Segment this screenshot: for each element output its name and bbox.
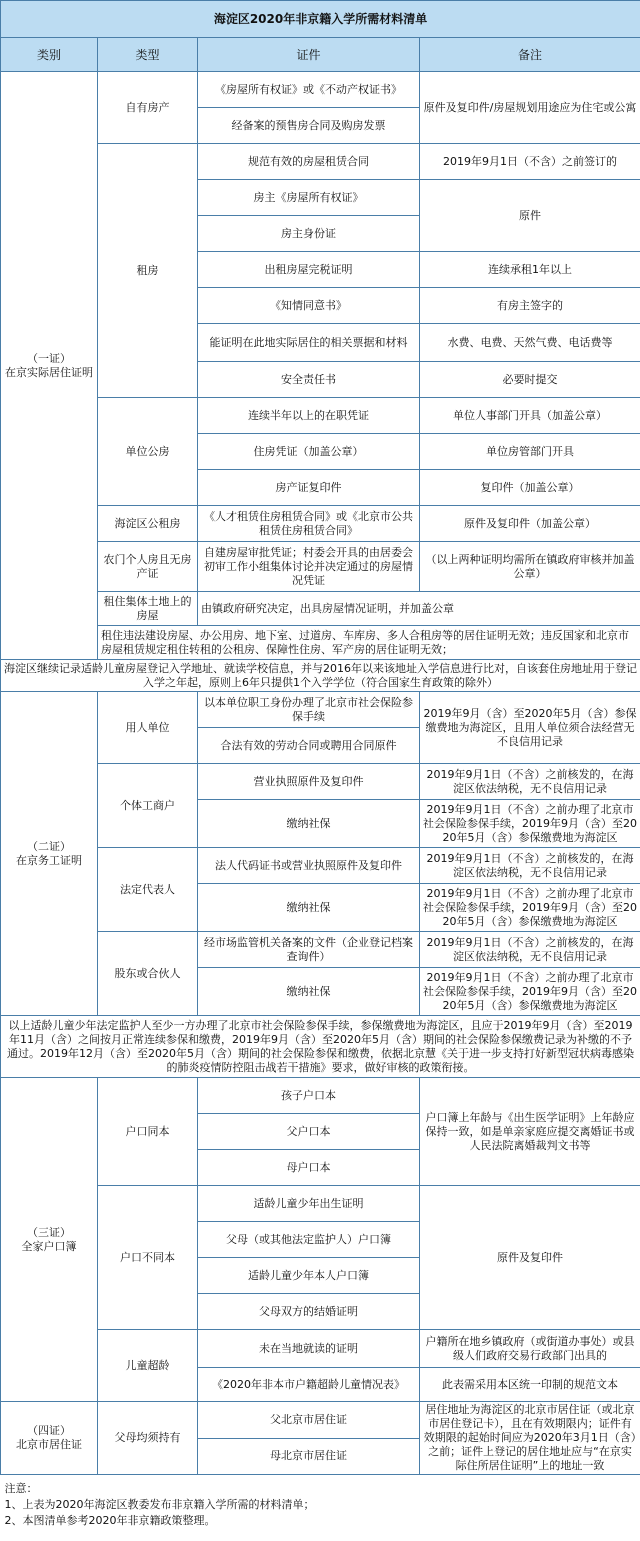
- remark-cell: 单位房管部门开具: [420, 434, 640, 470]
- document-cell: 经备案的预售房合同及购房发票: [198, 108, 420, 144]
- remark-cell: 2019年9月1日（不含）之前办理了北京市社会保险参保手续，2019年9月（含）至2020年5月（含）参保缴费地为海淀区: [420, 968, 640, 1016]
- footer-notes: [1, 1475, 640, 1536]
- document-cell: 规范有效的房屋租赁合同: [198, 144, 420, 180]
- document-cell: 房主《房屋所有权证》: [198, 180, 420, 216]
- section-note: 海淀区继续记录适龄儿童房屋登记入学地址、就读学校信息，并与2016年以来该地址入学信息进行比对，自该套住房地址用于登记入学之年起，原则上6年只提供1个入学学位（符合国家生育政策的除外）: [1, 660, 640, 692]
- table-title: 海淀区2020年非京籍入学所需材料清单: [1, 1, 640, 38]
- type-cell: 个体工商户: [98, 764, 198, 848]
- type-cell: 农门个人房且无房产证: [98, 542, 198, 592]
- document-cell: 缴纳社保: [198, 884, 420, 932]
- document-cell: 房主身份证: [198, 216, 420, 252]
- category-name: 全家户口簿: [21, 1239, 77, 1253]
- document-cell: 父母（或其他法定监护人）户口簿: [198, 1222, 420, 1258]
- category-cell-residence-proof: [1, 72, 98, 660]
- footer-line: 1、上表为2020年海淀区教委发布非京籍入学所需的材料清单；: [4, 1498, 315, 1511]
- document-cell: 以本单位职工身份办理了北京市社会保险参保手续: [198, 692, 420, 728]
- remark-cell: 原件及复印件（加盖公章）: [420, 506, 640, 542]
- remark-cell: 复印件（加盖公章）: [420, 470, 640, 506]
- column-header-document: 证件: [198, 38, 420, 72]
- document-cell: 缴纳社保: [198, 968, 420, 1016]
- document-cell: 母北京市居住证: [198, 1438, 420, 1475]
- document-cell: 适龄儿童少年出生证明: [198, 1186, 420, 1222]
- document-cell: 《人才租赁住房租赁合同》或《北京市公共租赁住房租赁合同》: [198, 506, 420, 542]
- document-cell: 缴纳社保: [198, 800, 420, 848]
- remark-cell: 2019年9月1日（不含）之前核发的，在海淀区依法纳税，无不良信用记录: [420, 932, 640, 968]
- document-cell: 《2020年非本市户籍超龄儿童情况表》: [198, 1368, 420, 1402]
- document-cell: 法人代码证书或营业执照原件及复印件: [198, 848, 420, 884]
- document-cell: 营业执照原件及复印件: [198, 764, 420, 800]
- document-cell: 房产证复印件: [198, 470, 420, 506]
- footer-line: 2、本图清单参考2020年非京籍政策整理。: [4, 1514, 216, 1527]
- category-cell-household-register: [1, 1078, 98, 1402]
- document-cell: 《知情同意书》: [198, 288, 420, 324]
- remark-cell: 居住地址为海淀区的北京市居住证（或北京市居住登记卡），且在有效期限内；证件有效期限的起始时间应为2020年3月1日（含）之前；证件上登记的居住地址应与“在京实际住所居住证明”上的地址一致: [420, 1402, 640, 1475]
- document-cell: 母户口本: [198, 1150, 420, 1186]
- type-cell: 自有房产: [98, 72, 198, 144]
- category-name: 在京务工证明: [16, 853, 82, 867]
- category-number: （四证）: [27, 1424, 71, 1437]
- category-cell-employment-proof: [1, 692, 98, 1016]
- remark-cell: 2019年9月1日（不含）之前签订的: [420, 144, 640, 180]
- category-number: （二证）: [27, 839, 71, 853]
- remark-cell: 2019年9月1日（不含）之前办理了北京市社会保险参保手续，2019年9月（含）至2020年5月（含）参保缴费地为海淀区: [420, 800, 640, 848]
- document-cell: 安全责任书: [198, 362, 420, 398]
- remark-cell: 2019年9月1日（不含）之前办理了北京市社会保险参保手续，2019年9月（含）至2020年5月（含）参保缴费地为海淀区: [420, 884, 640, 932]
- remark-cell: 有房主签字的: [420, 288, 640, 324]
- remark-cell: 2019年9月（含）至2020年5月（含）参保缴费地为海淀区，且用人单位须合法经营无不良信用记录: [420, 692, 640, 764]
- type-cell: 户口不同本: [98, 1186, 198, 1330]
- type-cell: 租住集体土地上的房屋: [98, 592, 198, 626]
- document-cell: 适龄儿童少年本人户口簿: [198, 1258, 420, 1294]
- type-cell: 法定代表人: [98, 848, 198, 932]
- type-cell: 户口同本: [98, 1078, 198, 1186]
- document-cell: 自建房屋审批凭证；村委会开具的由居委会初审工作小组集体讨论并决定通过的房屋情况凭证: [198, 542, 420, 592]
- document-cell: 连续半年以上的在职凭证: [198, 398, 420, 434]
- footer-heading: 注意：: [4, 1482, 38, 1495]
- document-cell: 父户口本: [198, 1114, 420, 1150]
- category-cell-residence-permit: [1, 1402, 98, 1475]
- document-cell: 由镇政府研究决定，出具房屋情况证明，并加盖公章: [198, 592, 640, 626]
- column-header-remarks: 备注: [420, 38, 640, 72]
- category-number: （三证）: [27, 1225, 71, 1239]
- document-cell: 住房凭证（加盖公章）: [198, 434, 420, 470]
- remark-cell: 原件: [420, 180, 640, 252]
- category-name: 在京实际居住证明: [5, 365, 93, 379]
- document-cell: 经市场监管机关备案的文件（企业登记档案查询件）: [198, 932, 420, 968]
- document-cell: 能证明在此地实际居住的相关票据和材料: [198, 324, 420, 362]
- document-cell: 未在当地就读的证明: [198, 1330, 420, 1368]
- category-name: 北京市居住证: [16, 1438, 82, 1451]
- document-cell: 《房屋所有权证》或《不动产权证书》: [198, 72, 420, 108]
- document-cell: 合法有效的劳动合同或聘用合同原件: [198, 728, 420, 764]
- type-cell: 用人单位: [98, 692, 198, 764]
- section-note: 以上适龄儿童少年法定监护人至少一方办理了北京市社会保险参保手续，参保缴费地为海淀区，且应于2019年9月（含）至2019年11月（含）之间按月正常连续参保和缴费，2019年9月（含）至2020年5月（含）期间的社会保险参保缴费记录为补缴的不予通过。2019年12月（含）至2020年5月（含）期间的社会保险参保和缴费，依据北京慧《关于进一步支持打好新型冠状病毒感染的肺炎疫情防控阻击战若干措施》要求，做好审核的政策衔接。: [1, 1016, 640, 1078]
- column-header-type: 类型: [98, 38, 198, 72]
- document-cell: 父北京市居住证: [198, 1402, 420, 1439]
- type-cell: 父母均须持有: [98, 1402, 198, 1475]
- remark-cell: 水费、电费、天然气费、电话费等: [420, 324, 640, 362]
- type-cell: 海淀区公租房: [98, 506, 198, 542]
- type-cell: 股东或合伙人: [98, 932, 198, 1016]
- type-cell: 单位公房: [98, 398, 198, 506]
- category-number: （一证）: [27, 351, 71, 365]
- remark-cell: 2019年9月1日（不含）之前核发的，在海淀区依法纳税，无不良信用记录: [420, 848, 640, 884]
- document-cell: 父母双方的结婚证明: [198, 1294, 420, 1330]
- section-note: 租住违法建设房屋、办公用房、地下室、过道房、车库房、多人合租房等的居住证明无效；违反国家和北京市房屋租赁规定租住转租的公租房、保障性住房、军产房的居住证明无效；: [98, 626, 640, 660]
- remark-cell: 原件及复印件: [420, 1186, 640, 1330]
- remark-cell: 必要时提交: [420, 362, 640, 398]
- type-cell: 儿童超龄: [98, 1330, 198, 1402]
- document-cell: 孩子户口本: [198, 1078, 420, 1114]
- type-cell: 租房: [98, 144, 198, 398]
- remark-cell: 连续承租1年以上: [420, 252, 640, 288]
- column-header-category: 类别: [1, 38, 98, 72]
- document-cell: 出租房屋完税证明: [198, 252, 420, 288]
- remark-cell: 户口簿上年龄与《出生医学证明》上年龄应保持一致，如是单亲家庭应提交离婚证书或人民法院离婚裁判文书等: [420, 1078, 640, 1186]
- remark-cell: 原件及复印件/房屋规划用途应为住宅或公寓: [420, 72, 640, 144]
- remark-cell: 户籍所在地乡镇政府（或街道办事处）或县级人们政府交易行政部门出具的: [420, 1330, 640, 1368]
- remark-cell: 单位人事部门开具（加盖公章）: [420, 398, 640, 434]
- remark-cell: 2019年9月1日（不含）之前核发的，在海淀区依法纳税，无不良信用记录: [420, 764, 640, 800]
- remark-cell: （以上两种证明均需所在镇政府审核并加盖公章）: [420, 542, 640, 592]
- remark-cell: 此表需采用本区统一印制的规范文本: [420, 1368, 640, 1402]
